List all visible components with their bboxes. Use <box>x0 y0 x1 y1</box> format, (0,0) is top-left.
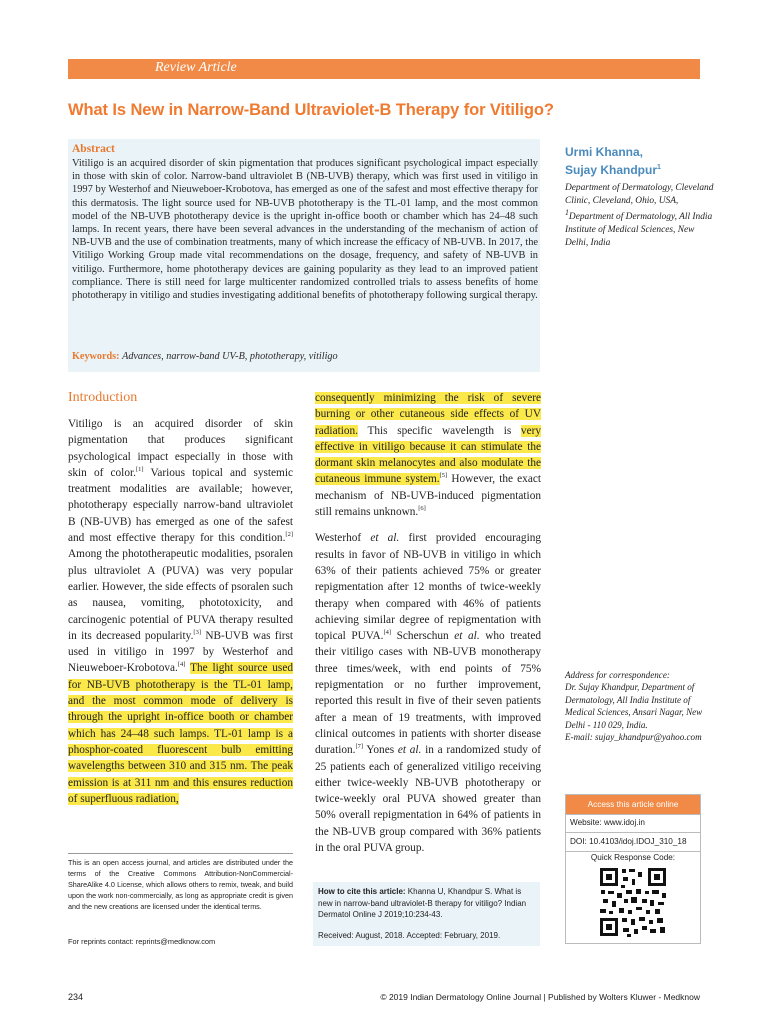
keywords <box>72 351 538 362</box>
citation-text <box>318 886 538 921</box>
correspondence <box>565 669 715 743</box>
affiliations <box>565 182 715 249</box>
page-number: 234 <box>68 992 84 1002</box>
footnote-rule <box>68 853 293 854</box>
author-1: Urmi Khanna, <box>565 145 644 159</box>
section-label: Review Article <box>155 60 237 75</box>
keywords-label: Keywords: <box>72 351 120 362</box>
body-column-2 <box>315 390 541 856</box>
body-text: Various topical and systemic treatment modalities are available; however, phototherapy especially narrow-band ultraviolet B (NB-UVB) has emerged as one of the safest and most effective therapy for this condition. <box>68 466 293 545</box>
qr-label: Quick Response Code: <box>590 853 676 862</box>
author-2 <box>565 160 715 178</box>
highlighted-text: consequently minimizing the risk of severe burning or other cutaneous side effects of UV radiation. <box>315 392 541 437</box>
correspondence-email: E-mail: sujay_khandpur@yahoo.com <box>565 732 702 743</box>
body-text: This specific wavelength is <box>357 424 521 437</box>
ref-3: [3] <box>193 629 202 637</box>
affil-part1: Department of Dermatology, Cleveland Clinic, Cleveland, Ohio, USA, <box>565 183 714 206</box>
affil-sup: 1 <box>565 208 569 218</box>
body-text: Vitiligo is an acquired disorder of skin pigmentation that produces significant psychological impact especially in those with skin of color. <box>68 418 293 479</box>
body-text: first provided encouraging results in favor of NB-UVB in vitiligo in which 63% of their patients achieved 75% or greater repigmentation after 12 months of twice-weekly therapy when compared with 46% of patients achieving similar degree of repigmentation with topical PUVA. <box>315 532 542 643</box>
body-text: in a randomized study of 25 patients each of generalized vitiligo receiving either twice-weekly NB-UVB phototherapy or twice-weekly oral PUVA showed greater than 50% overall repigmentation in 64% of patients in the NB-UVB group compared with 36% patients in the oral PUVA group. <box>315 744 542 855</box>
divider <box>566 851 700 852</box>
body-text: NB-UVB was first used in vitiligo in 1997 by Westerhof and Nieuweboer-Krobotova. <box>68 629 293 675</box>
received-accepted: Received: August, 2018. Accepted: February, 2019. <box>318 931 501 940</box>
ref-6: [6] <box>418 505 426 513</box>
article-title: What Is New in Narrow-Band Ultraviolet-B Therapy for Vitiligo? <box>68 101 554 119</box>
qr-code-icon[interactable] <box>598 866 668 938</box>
abstract-heading: Abstract <box>72 143 115 155</box>
body-column-1 <box>68 416 293 807</box>
highlighted-text: very effective in vitiligo because it can stimulate the dormant skin melanocytes and also modulate the cutaneous immune system. <box>315 424 541 486</box>
highlighted-text: The light source used for NB-UVB phototherapy is the TL-01 lamp, and the most common mode of delivery is through the upright in-office booth or chamber which has 24–48 such lamps. TL-01 lamp is a phosphor-coated fluorescent bulb emitting wavelengths between 310 and 315 nm. The peak emission is at 311 nm and this ensures reduction of superfluous radiation, <box>68 662 293 805</box>
body-text: Yones <box>363 744 398 757</box>
keywords-text: Advances, narrow-band UV-B, phototherapy, vitiligo <box>122 351 338 362</box>
journal-footer: © 2019 Indian Dermatology Online Journal | Published by Wolters Kluwer - Medknow <box>380 992 700 1002</box>
abstract-text: Vitiligo is an acquired disorder of skin pigmentation that produces significant psychological impact especially in those with skin of color. Narrow-band ultraviolet B (NB-UVB) therapy, which was first used in vitiligo in 1997 by Westerhof and Nieuweboer-Krobotova, has emerged as one of the safest and most effective therapy for this dermatosis. The light source used for NB-UVB phototherapy is the TL-01 lamp, and the most common model of the NB-UVB phototherapy device is the upright in-office booth or chamber which has 24–48 such lamps. In recent years, there have been several advances in the understanding of the mechanism of action of NB-UVB and the use of combination treatments, many of which increase the efficacy of NB-UVB. In 2017, the Vitiligo Working Group made vital recommendations on the dosage, frequency, and safety of NB-UVB in vitiligo. Furthermore, home phototherapy devices are gaining popularity as they lead to an improved patient compliance. There is still need for large multicenter randomized controlled trials to assess benefits of home phototherapy in vitiligo and studies investigating additional benefits of phototherapy following surgical therapy. <box>72 158 538 302</box>
ref-5: [5] <box>439 472 448 480</box>
divider <box>566 814 700 815</box>
paragraph <box>315 530 541 856</box>
body-text: who treated their vitiligo cases with NB-UVB monotherapy three times/week, with end points of 75% repigmentation or no further improvement, reported this result in five of their seven patients after a mean of 19 treatments, with improved clinical outcomes in patients with shorter disease duration. <box>315 630 541 757</box>
ref-4: [4] <box>383 629 392 637</box>
license-text: This is an open access journal, and articles are distributed under the terms of the Creative Commons Attribution-NonCommercial-ShareAlike 4.0 License, which allows others to remix, tweak, and build upon the work non-commercially, as long as appropriate credit is given and the new creations are licensed under the identical terms. <box>68 858 293 911</box>
website-link[interactable]: Website: www.idoj.in <box>570 818 645 827</box>
correspondence-address: Dr. Sujay Khandpur, Department of Dermatology, All India Institute of Medical Sciences, Ansari Nagar, New Delhi - 110 029, India. <box>565 682 703 730</box>
body-text: Scherschun <box>391 630 455 643</box>
ref-2: [2] <box>285 531 293 539</box>
author-2-name: Sujay Khandpur <box>565 163 658 177</box>
affil-part2: Department of Dermatology, All India Institute of Medical Sciences, New Delhi, India <box>565 212 713 248</box>
introduction-heading: Introduction <box>68 390 138 405</box>
ref-7: [7] <box>355 743 364 751</box>
citation-body: Khanna U, Khandpur S. What is new in narrow-band ultraviolet-B therapy for vitiligo? Indian Dermatol Online J 2019;10:234-43. <box>318 887 527 919</box>
citation-label: How to cite this article: <box>318 887 406 896</box>
body-text: However, the exact mechanism of NB-UVB-induced pigmentation still remains unknown. <box>315 473 541 519</box>
paragraph <box>315 390 541 520</box>
ref-4: [4] <box>177 661 186 669</box>
et-al: et al. <box>454 630 480 643</box>
doi-link[interactable]: DOI: 10.4103/idoj.IDOJ_310_18 <box>570 837 687 846</box>
reprints-contact: For reprints contact: reprints@medknow.com <box>68 937 216 946</box>
access-heading: Access this article online <box>566 795 700 814</box>
ref-1: [1] <box>135 466 144 474</box>
divider <box>566 832 700 833</box>
author-names <box>565 144 715 178</box>
author-2-sup: 1 <box>657 164 661 171</box>
correspondence-label: Address for correspondence: <box>565 670 670 680</box>
body-text: Among the phototherapeutic modalities, psoralen plus ultraviolet A (PUVA) was very popular earlier. However, the side effects of psoralen such as nausea, vomiting, phototoxicity, and carcinogenic potential of PUVA therapy resulted in its decreased popularity. <box>68 548 293 642</box>
body-text: Westerhof <box>315 532 371 545</box>
et-al: et al. <box>370 532 400 545</box>
et-al: et al. <box>397 744 422 757</box>
